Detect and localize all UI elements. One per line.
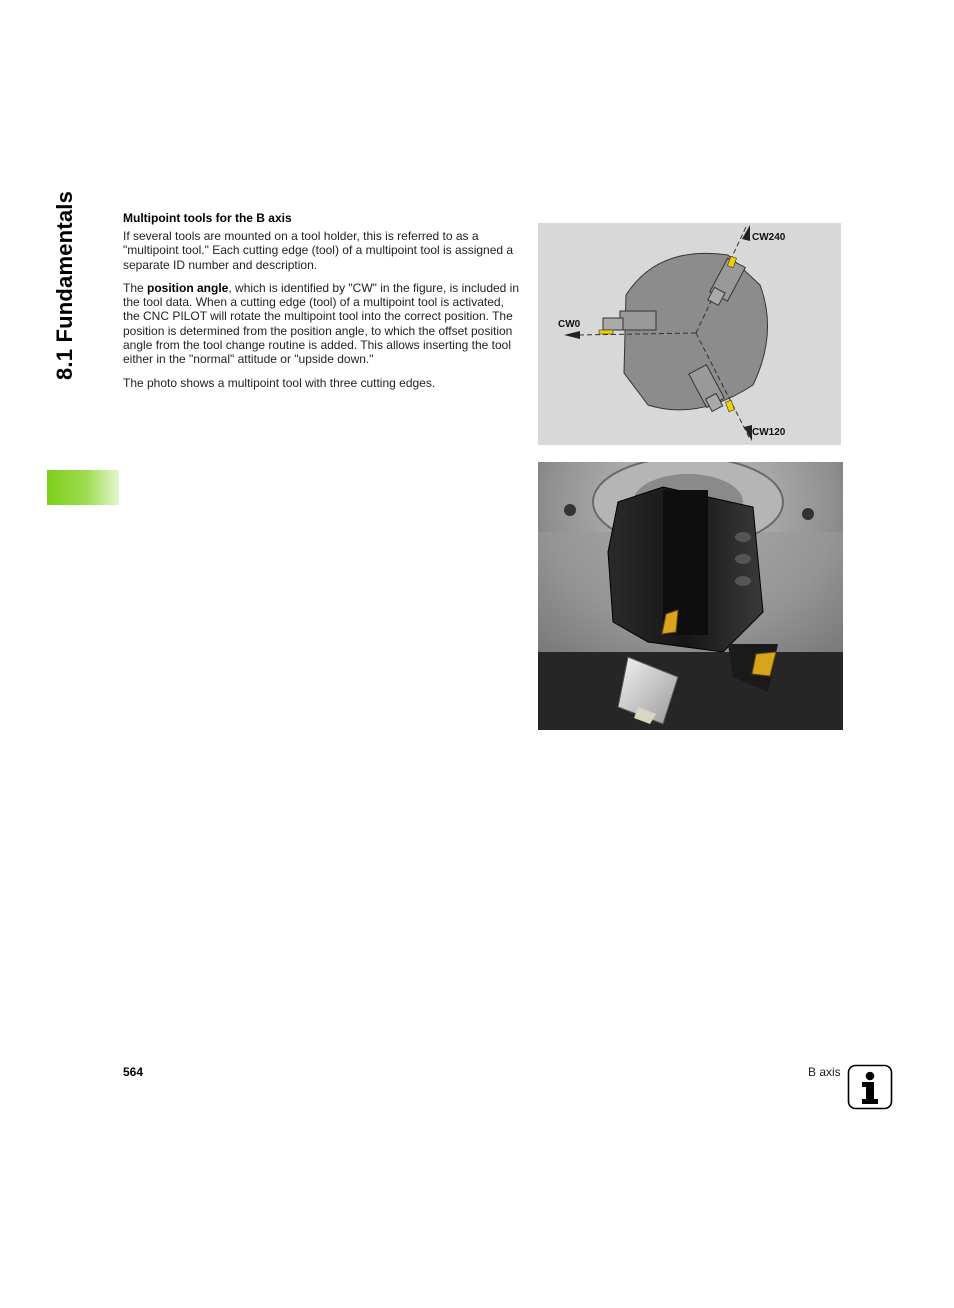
chapter-section-title: 8.1 Fundamentals — [52, 190, 77, 380]
insert-cw120 — [725, 400, 734, 411]
label-cw0: CW0 — [558, 319, 581, 330]
chapter-tab-marker — [47, 470, 119, 505]
multipoint-tool-photo — [538, 462, 843, 730]
info-icon[interactable] — [847, 1064, 893, 1110]
label-cw120: CW120 — [752, 427, 786, 438]
section-heading: Multipoint tools for the B axis — [123, 211, 292, 225]
page-number: 564 — [123, 1065, 144, 1079]
para2-prefix: The — [123, 280, 148, 295]
paragraph-multipoint-definition: If several tools are mounted on a tool holder, this is referred to as a "multipoint tool." Each cutting edge (tool) of a multipoint tool is assigned a separate ID number and description. — [123, 229, 514, 272]
label-cw240: CW240 — [752, 232, 786, 243]
footer-section-name: B axis — [808, 1065, 841, 1079]
multipoint-tool-diagram — [538, 223, 841, 445]
para2-suffix: , which is identified by "CW" in the figure, is included in the tool data. When a cutting edge (tool) of a multipoint tool is activated, the CNC PILOT will rotate the multipoint tool into the correct position. The position is determined from the position angle, to which the offset position angle from the tool change routine is added. This allows inserting the tool either in the "normal" attitude or "upside down." — [123, 280, 520, 367]
paragraph-photo-caption: The photo shows a multipoint tool with three cutting edges. — [123, 375, 436, 390]
main-text-column — [123, 211, 519, 399]
paragraph-position-angle — [123, 281, 519, 367]
term-position-angle: position angle — [147, 280, 229, 295]
